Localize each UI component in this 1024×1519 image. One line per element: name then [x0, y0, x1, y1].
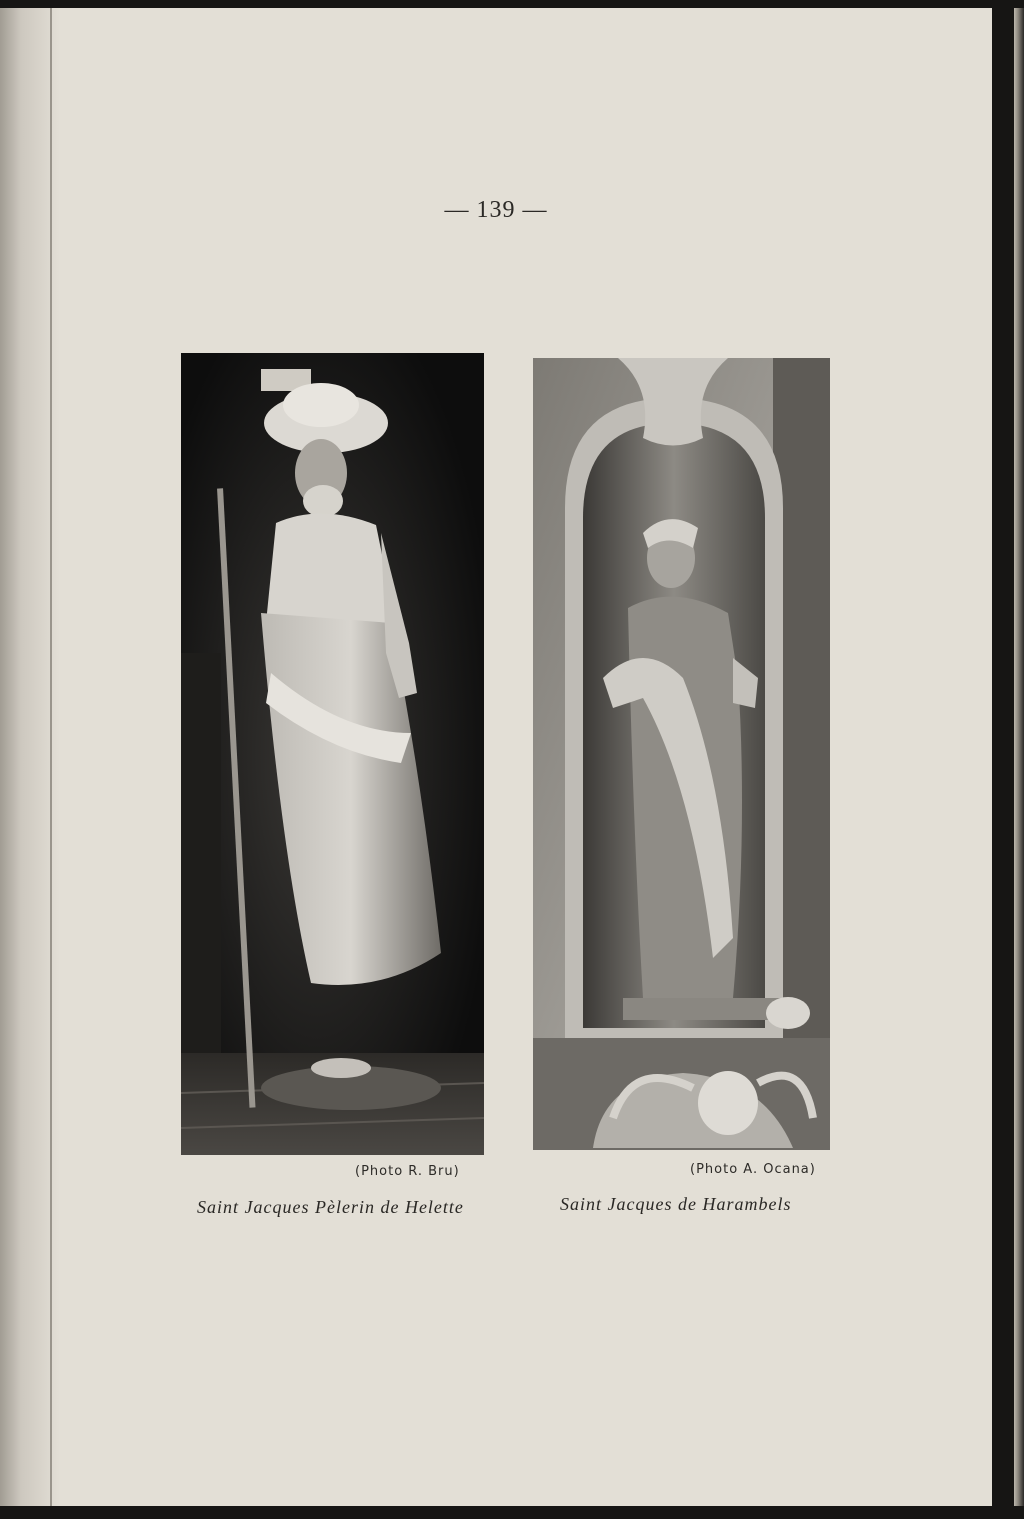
photo-saint-jacques-pelerin: [181, 353, 484, 1155]
photo-credit-left: (Photo R. Bru): [355, 1164, 460, 1179]
book-page: [0, 8, 992, 1506]
caption-left: Saint Jacques Pèlerin de Helette: [197, 1197, 464, 1217]
photo-credit-right: (Photo A. Ocana): [690, 1162, 816, 1177]
binding-fold: [50, 8, 52, 1506]
page-number: — 139 —: [444, 197, 548, 223]
page-edge-shadow: [1014, 8, 1024, 1506]
caption-right: Saint Jacques de Harambels: [560, 1194, 792, 1214]
photo-saint-jacques-harambels: [533, 358, 830, 1150]
